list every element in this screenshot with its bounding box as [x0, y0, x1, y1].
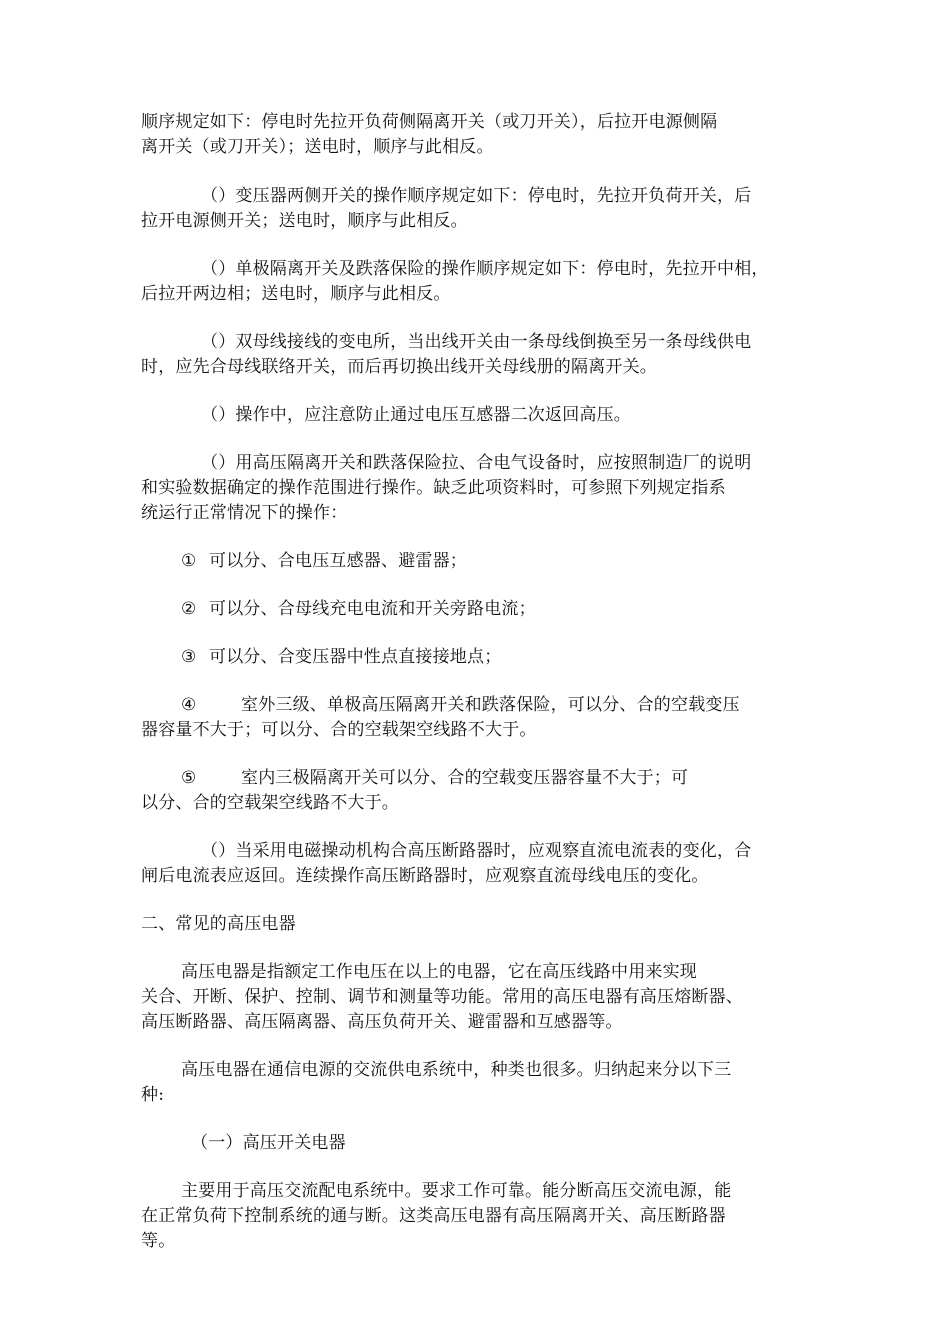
item-text: 可以分、合变压器中性点直接接地点； — [209, 647, 502, 667]
subsection-heading: （一）高压开关电器 — [191, 1133, 346, 1153]
list-item-3 — [141, 645, 826, 670]
text-line: 高压电器在通信电源的交流供电系统中，种类也很多。归纳起来分以下三 — [181, 1060, 732, 1080]
paragraph-transformer-switch-order — [141, 184, 826, 234]
text-line: 顺序规定如下：停电时先拉开负荷侧隔离开关（或刀开关），后拉开电源侧隔 — [141, 112, 718, 132]
text-line: 统运行正常情况下的操作： — [141, 503, 348, 523]
list-item-1 — [141, 549, 826, 574]
paragraph-switch-order — [141, 110, 826, 160]
paragraph-double-busbar — [141, 330, 826, 380]
text-line: 时，应先合母线联络开关，而后再切换出线开关母线册的隔离开关。 — [141, 357, 657, 377]
text-line: 高压断路器、高压隔离器、高压负荷开关、避雷器和互感器等。 — [141, 1012, 623, 1032]
item-text: 可以分、合电压互感器、避雷器； — [209, 551, 467, 571]
paragraph-hv-apparatus-definition — [141, 960, 826, 1035]
item-text: 室外三级、单极高压隔离开关和跌落保险，可以分、合的空载变压 — [241, 695, 740, 715]
paragraph-electromagnetic-mechanism — [141, 839, 826, 889]
text-line: 主要用于高压交流配电系统中。要求工作可靠。能分断高压交流电源，能 — [181, 1181, 732, 1201]
list-item-4 — [141, 693, 826, 743]
paragraph-hv-apparatus-categories — [141, 1058, 826, 1108]
item-number: ② — [181, 599, 197, 619]
list-item-2 — [141, 597, 826, 622]
text-line: （）用高压隔离开关和跌落保险拉、合电气设备时，应按照制造厂的说明 — [201, 453, 752, 473]
text-line: （）变压器两侧开关的操作顺序规定如下：停电时，先拉开负荷开关，后 — [201, 186, 752, 206]
paragraph-single-pole-order — [141, 257, 826, 307]
text-line: （）当采用电磁操动机构合高压断路器时，应观察直流电流表的变化，合 — [201, 841, 752, 861]
text-line: （）双母线接线的变电所，当出线开关由一条母线倒换至另一条母线供电 — [201, 332, 752, 352]
document-body — [141, 110, 826, 1254]
text-line: 离开关（或刀开关）；送电时，顺序与此相反。 — [141, 137, 494, 157]
text-line: 拉开电源侧开关；送电时，顺序与此相反。 — [141, 211, 468, 231]
text-line: 闸后电流表应返回。连续操作高压断路器时，应观察直流母线电压的变化。 — [141, 866, 709, 886]
text-line: 关合、开断、保护、控制、调节和测量等功能。常用的高压电器有高压熔断器、 — [141, 987, 743, 1007]
item-number: ① — [181, 551, 197, 571]
item-text: 室内三极隔离开关可以分、合的空载变压器容量不大于；可 — [241, 768, 689, 788]
section-heading-common-hv-apparatus — [141, 912, 826, 937]
item-number: ⑤ — [181, 768, 197, 788]
subsection-heading-hv-switchgear — [141, 1131, 826, 1156]
text-line: 以分、合的空载架空线路不大于。 — [141, 793, 399, 813]
paragraph-isolator-operation-range — [141, 451, 826, 526]
list-item-5 — [141, 766, 826, 816]
item-text: 可以分、合母线充电电流和开关旁路电流； — [209, 599, 536, 619]
text-line: 器容量不大于；可以分、合的空载架空线路不大于。 — [141, 720, 537, 740]
text-line: 和实验数据确定的操作范围进行操作。缺乏此项资料时，可参照下列规定指系 — [141, 478, 726, 498]
text-line: 等。 — [141, 1231, 176, 1251]
text-line: （）操作中，应注意防止通过电压互感器二次返回高压。 — [201, 405, 631, 425]
paragraph-hv-switchgear-description — [141, 1179, 826, 1254]
text-line: 高压电器是指额定工作电压在以上的电器，它在高压线路中用来实现 — [181, 962, 697, 982]
text-line: 种: — [141, 1085, 165, 1105]
item-number: ③ — [181, 647, 197, 667]
section-heading: 二、常见的高压电器 — [141, 914, 296, 934]
paragraph-voltage-transformer-warning — [141, 403, 826, 428]
text-line: 在正常负荷下控制系统的通与断。这类高压电器有高压隔离开关、高压断路器 — [141, 1206, 726, 1226]
item-number: ④ — [181, 695, 197, 715]
text-line: （）单极隔离开关及跌落保险的操作顺序规定如下：停电时，先拉开中相， — [201, 259, 769, 279]
text-line: 后拉开两边相；送电时，顺序与此相反。 — [141, 284, 451, 304]
